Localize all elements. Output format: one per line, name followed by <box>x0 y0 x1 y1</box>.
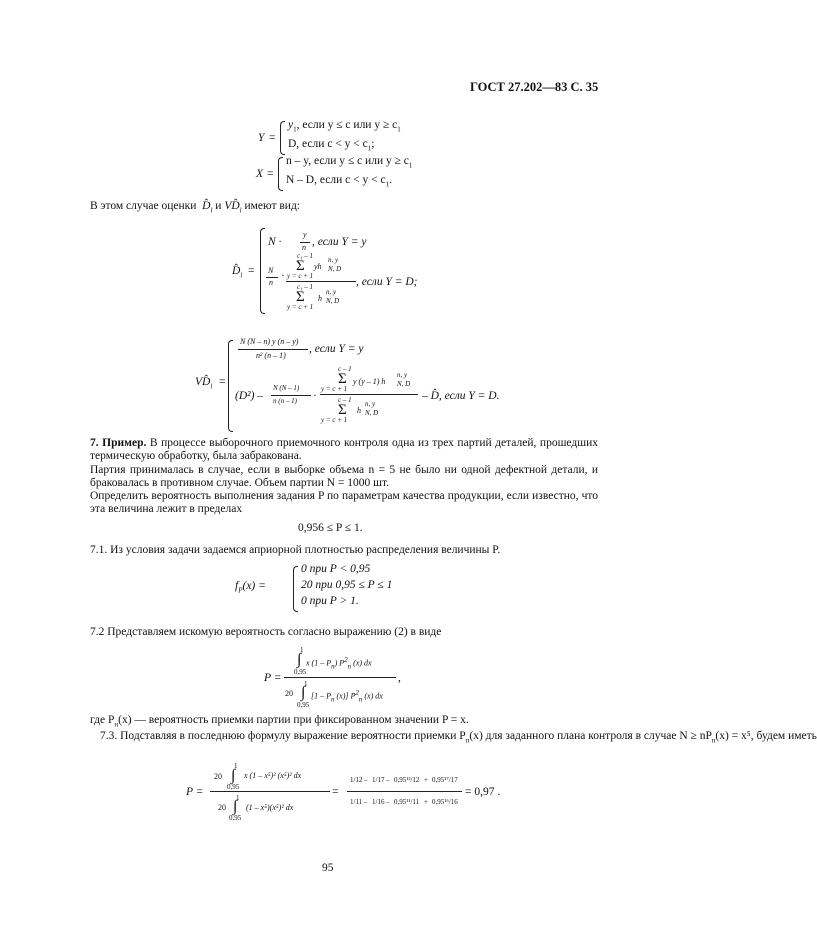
paragraph-7-3: 7.3. Подставляя в последнюю формулу выражение вероятности приемки $P_п(x)$ для заданного плана контроля в случае $N \ge nP_n(x) = x^5$, будем иметь <box>100 730 817 745</box>
brace <box>280 121 285 155</box>
page-number: 95 <box>322 862 334 874</box>
where-text: где $P_н(x)$ — вероятность приемки партии при фиксированном значении P = x. <box>90 714 469 729</box>
brace <box>293 566 298 612</box>
page-header: ГОСТ 27.202—83 С. 35 <box>470 80 599 94</box>
paragraph-7c: Определить вероятность выполнения задания P по параметрам качества продукции, если известно, что эта величина лежит в пределах <box>90 490 598 515</box>
brace <box>278 157 283 191</box>
paragraph-7-2: 7.2 Представляем искомую вероятность согласно выражению (2) в виде <box>90 626 442 638</box>
brace <box>260 228 265 314</box>
estimates-text: В этом случае оценки $D̂_l$ и $VD̂_l$ имеют вид: <box>90 200 301 215</box>
inequality: 0,956 ≤ P ≤ 1. <box>298 522 363 534</box>
paragraph-7-1: 7.1. Из условия задачи задаемся априорной плотностью распределения величины P. <box>90 544 501 556</box>
brace <box>228 340 233 432</box>
paragraph-7: 7. Пример. В процессе выборочного приемочного контроля одна из трех партий деталей, прошедших термическую обработку, была забракована. <box>90 437 598 462</box>
paragraph-7b: Партия принималась в случае, если в выборке объема n = 5 не было ни одной дефектной детали, и браковалась в противном случае. Объем партии N = 1000 шт. <box>90 464 598 489</box>
